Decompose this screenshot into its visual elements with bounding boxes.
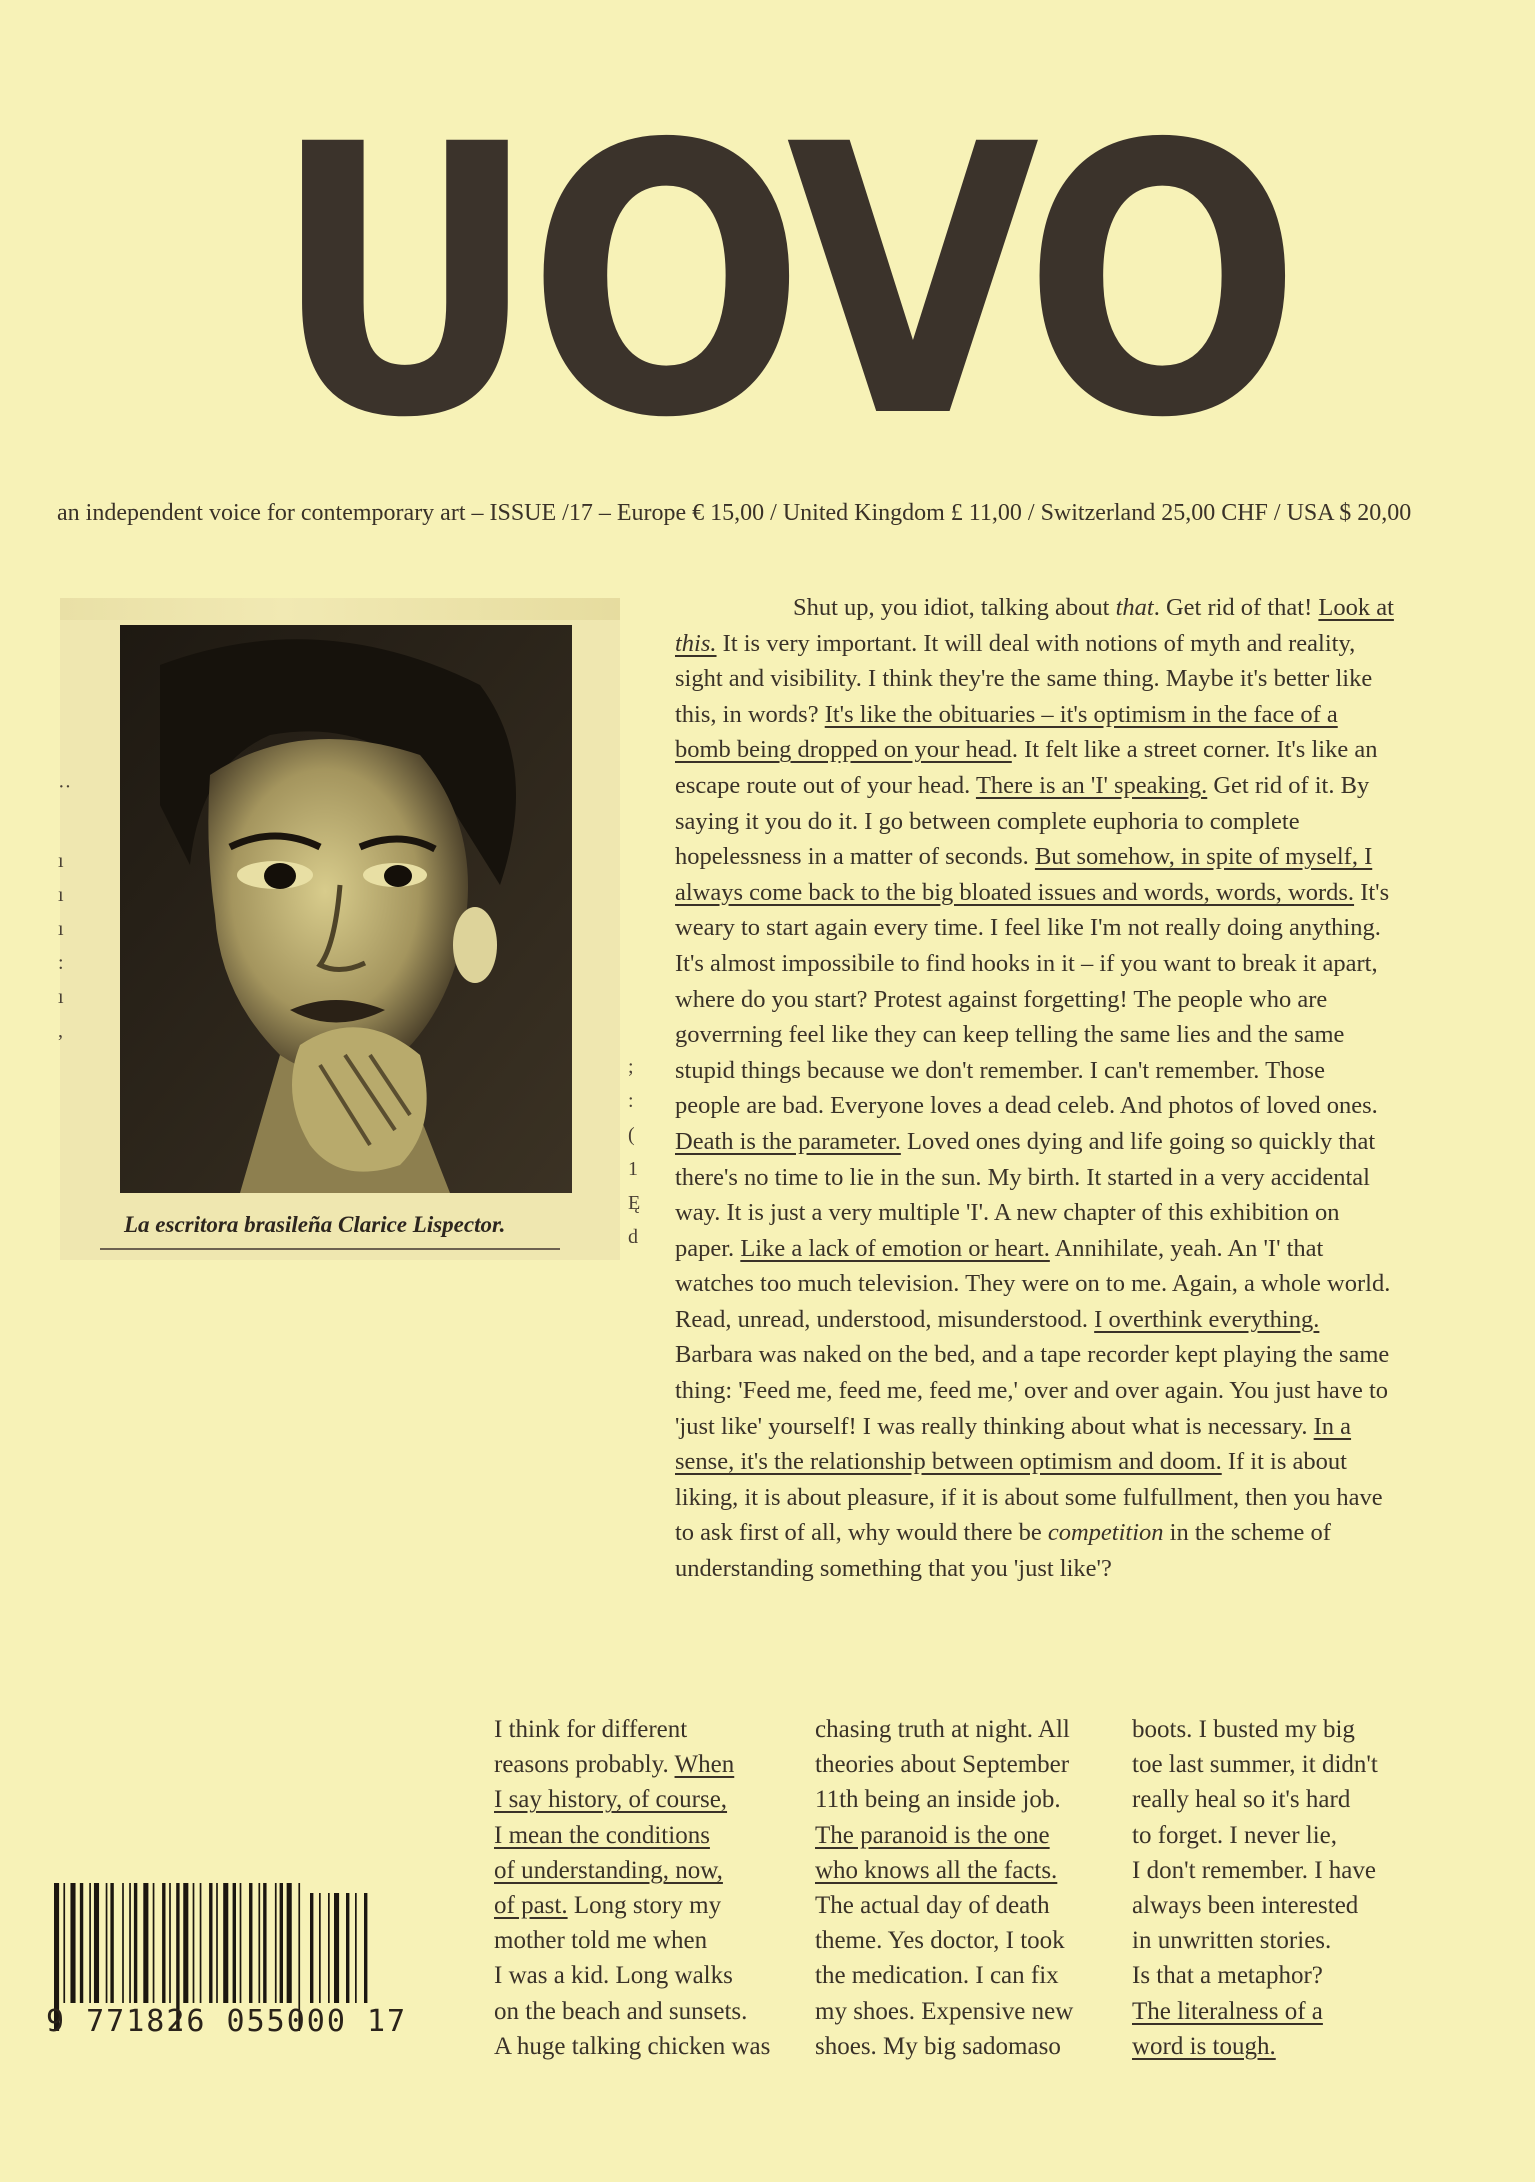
column-emphasis: The paranoid is the one (815, 1821, 1050, 1849)
column-line (815, 1923, 1115, 1958)
barcode-addon-bar (328, 1893, 330, 2003)
article-text: Loved ones dying and life going so quickly that there's no time to lie in the sun. My birth. It started in a very accidental way. It is just a very multiple 'I'. A new chapter of this exhibition on paper. (675, 1127, 1376, 1262)
barcode-bar (216, 1883, 218, 2003)
left-mark: ı (58, 918, 64, 940)
column-line (1132, 1712, 1432, 1747)
main-article (675, 590, 1395, 1587)
column-line (494, 1923, 812, 1958)
barcode-number: 9 771826 055000 17 (46, 2004, 408, 2039)
column-line (815, 1747, 1115, 1782)
barcode-bar (63, 1883, 65, 2003)
barcode-bar (263, 1883, 266, 2003)
column-emphasis: I say history, of course, (494, 1786, 728, 1814)
column-emphasis: of understanding, now, (494, 1856, 723, 1884)
column-text: my shoes. Expensive new (815, 1997, 1074, 2025)
barcode-bar (110, 1883, 113, 2003)
column-line (1132, 1853, 1432, 1888)
column-line (815, 2029, 1115, 2064)
barcode-addon-bar (355, 1893, 357, 2003)
clipping-right-marks (628, 1050, 640, 1254)
column-line (1132, 1958, 1432, 1993)
left-mark: : (58, 952, 64, 974)
column-emphasis: word is tough. (1132, 2032, 1276, 2060)
column-text: reasons probably. (494, 1751, 675, 1779)
left-mark: , (58, 1020, 63, 1042)
barcode-bar (200, 1883, 202, 2003)
column-line (815, 1818, 1115, 1853)
article-emphasis: In a sense, it's the relationship between optimism and doom. (675, 1412, 1352, 1476)
barcode-bar (275, 1883, 277, 2003)
column-text: I think for different (494, 1716, 688, 1743)
column-text: to forget. I never lie, (1132, 1821, 1338, 1849)
column-emphasis: I mean the conditions (494, 1821, 710, 1849)
column-text: 11th being an inside job. (815, 1786, 1061, 1814)
column-line (1132, 1923, 1432, 1958)
article-emphasis: Death is the parameter. (675, 1127, 901, 1155)
article-emphasis: There is an 'I' speaking. (975, 771, 1208, 799)
article-text: If it is about liking, it is about pleasure, if it is about some fulfullment, then you have to ask first of all, why would there be (675, 1448, 1383, 1547)
masthead-title: UOVO (272, 66, 1291, 499)
left-mark: ı (58, 850, 64, 872)
barcode-bar (89, 1883, 91, 2003)
barcode-bar (287, 1883, 292, 2003)
column-text: really heal so it's hard (1132, 1786, 1351, 1814)
article-text: It's weary to start again every time. I feel like I'm not really doing anything. It's almost impossibile to find hooks in it – if you want to break it apart, where do you start? Protest against forgetting! The people who are goverrning feel like they can keep telling the same lies and the same stupid things because we don't remember. I can't remember. Those people are bad. Everyone loves a dead celeb. And photos of loved ones. (675, 878, 1390, 1120)
article-emphasis: I overthink everything. (1094, 1305, 1320, 1333)
column-line (815, 1782, 1115, 1817)
barcode-addon-bar (319, 1893, 321, 2003)
column-line (494, 1747, 812, 1782)
column-text: shoes. My big sadomaso (815, 2032, 1061, 2060)
column-line (815, 1853, 1115, 1888)
barcode-bar (280, 1883, 283, 2003)
column-line (494, 1712, 812, 1747)
column-text: mother told me when (494, 1927, 708, 1955)
barcode-bar (153, 1883, 155, 2003)
clipping-left-marks (58, 770, 71, 1048)
column-line (1132, 1782, 1432, 1817)
column-line (494, 1958, 812, 1993)
column-line (815, 1994, 1115, 2029)
barcode-bar (122, 1883, 124, 2003)
column-line (815, 1888, 1115, 1923)
barcode-bar (106, 1883, 108, 2003)
barcode-bar (240, 1883, 242, 2003)
column-line (1132, 1888, 1432, 1923)
article-text: Annihilate, yeah. An 'I' that watches too much television. They were on to me. Again, a whole world. Read, unread, understood, misunderstood. (675, 1234, 1391, 1333)
article-text: It is very important. It will deal with notions of myth and reality, sight and visibility. I think they're the same thing. Maybe it's better like this, in words? (675, 629, 1373, 728)
newspaper-clipping (60, 598, 620, 1260)
column-text: toe last summer, it didn't (1132, 1751, 1378, 1779)
article-emphasis: that (1115, 594, 1154, 621)
column-text: Long story my (567, 1892, 722, 1920)
column-text: A huge talking chicken was (494, 2032, 771, 2060)
column-line (1132, 2029, 1432, 2064)
barcode-addon-bar (334, 1893, 339, 2003)
article-text: Get rid of it. By saying it you do it. I go between complete euphoria to complete hopelessness in a matter of seconds. (675, 771, 1370, 871)
right-mark: : (628, 1090, 634, 1112)
barcode-bar (129, 1883, 131, 2003)
column-text: The actual day of death (815, 1892, 1050, 1920)
barcode-bar (70, 1883, 75, 2003)
column-text: chasing truth at night. All (815, 1716, 1070, 1743)
right-mark: 1 (628, 1158, 638, 1180)
article-text: Shut up, you idiot, talking about (793, 594, 1116, 621)
barcode-bar (258, 1883, 260, 2003)
column-text: Is that a metaphor? (1132, 1962, 1323, 1990)
right-mark: ( (628, 1124, 635, 1146)
article-emphasis: Look at (1318, 594, 1394, 621)
text-column-3 (1132, 1712, 1432, 2064)
column-line (815, 1958, 1115, 1993)
photo-caption: La escritora brasileña Clarice Lispector. (124, 1212, 506, 1237)
barcode-bar (169, 1883, 171, 2003)
column-text: theories about September (815, 1751, 1070, 1779)
portrait-photo (120, 625, 572, 1193)
column-emphasis: The literalness of a (1132, 1997, 1323, 2025)
right-mark: d (628, 1226, 638, 1248)
column-text: on the beach and sunsets. (494, 1997, 748, 2025)
column-text: I don't remember. I have (1132, 1856, 1376, 1884)
barcode-addon-bar (346, 1893, 349, 2003)
right-mark: Ę (628, 1192, 641, 1214)
barcode-addon-bar (310, 1893, 313, 2003)
barcode-bar (183, 1883, 188, 2003)
barcode-bar (249, 1883, 252, 2003)
column-text: boots. I busted my big (1132, 1716, 1355, 1743)
article-text: . Get rid of that! (1153, 594, 1319, 621)
column-emphasis: of past. (494, 1892, 568, 1920)
column-line (1132, 1994, 1432, 2029)
barcode-bar (162, 1883, 165, 2003)
clipping-torn-edge (60, 598, 620, 620)
left-mark: ·· (58, 776, 72, 798)
article-emphasis: But somehow, in spite of myself, I always come back to the big bloated issues and words, words, words. (675, 843, 1373, 906)
right-mark: ; (628, 1056, 634, 1078)
barcode-addon-bar (364, 1893, 367, 2003)
left-mark: ı (58, 884, 64, 906)
column-emphasis: who knows all the facts. (815, 1856, 1058, 1884)
barcode-bar (143, 1883, 148, 2003)
column-text: in unwritten stories. (1132, 1927, 1332, 1955)
column-text: the medication. I can fix (815, 1962, 1059, 1990)
barcode-bar (94, 1883, 99, 2003)
barcode-bar (233, 1883, 236, 2003)
article-emphasis: It's like the obituaries – it's optimism in the face of a bomb being dropped on your head (675, 700, 1338, 764)
left-mark: ı (58, 986, 64, 1008)
text-column-1 (494, 1712, 812, 2064)
portrait-illustration (120, 625, 572, 1193)
text-column-2 (815, 1712, 1115, 2064)
article-text: in the scheme of understanding something that you 'just like'? (675, 1519, 1331, 1583)
barcode-bar (209, 1883, 212, 2003)
column-line (494, 1853, 812, 1888)
column-line (815, 1712, 1115, 1747)
column-text: theme. Yes doctor, I took (815, 1927, 1065, 1955)
column-text: always been interested (1132, 1892, 1359, 1920)
column-emphasis: When (674, 1751, 735, 1779)
barcode-bar (134, 1883, 137, 2003)
barcode-bar (193, 1883, 195, 2003)
column-line (1132, 1747, 1432, 1782)
column-line (494, 2029, 812, 2064)
article-emphasis: this. (675, 629, 717, 657)
column-text: I was a kid. Long walks (494, 1962, 733, 1990)
article-emphasis: competition (1047, 1519, 1164, 1547)
column-line (494, 1994, 812, 2029)
barcode-bar (223, 1883, 228, 2003)
article-text: Barbara was naked on the bed, and a tape recorder kept playing the same thing: 'Feed me, feed me, feed me,' over and over again. You just have to 'just like' yourself! I was really thinking about what is necessary. (675, 1341, 1390, 1440)
column-line (1132, 1818, 1432, 1853)
article-emphasis: Like a lack of emotion or heart. (740, 1234, 1050, 1262)
column-line (494, 1818, 812, 1853)
tagline: an independent voice for contemporary art – ISSUE /17 – Europe € 15,00 / United Kingdom £ 11,00 / Switzerland 25,00 CHF / USA $ 20,00 (57, 500, 1412, 526)
caption-rule (100, 1248, 560, 1250)
barcode-bar (80, 1883, 83, 2003)
column-line (494, 1782, 812, 1817)
article-text: . It felt like a street corner. It's like an escape route out of your head. (675, 736, 1378, 799)
column-line (494, 1888, 812, 1923)
